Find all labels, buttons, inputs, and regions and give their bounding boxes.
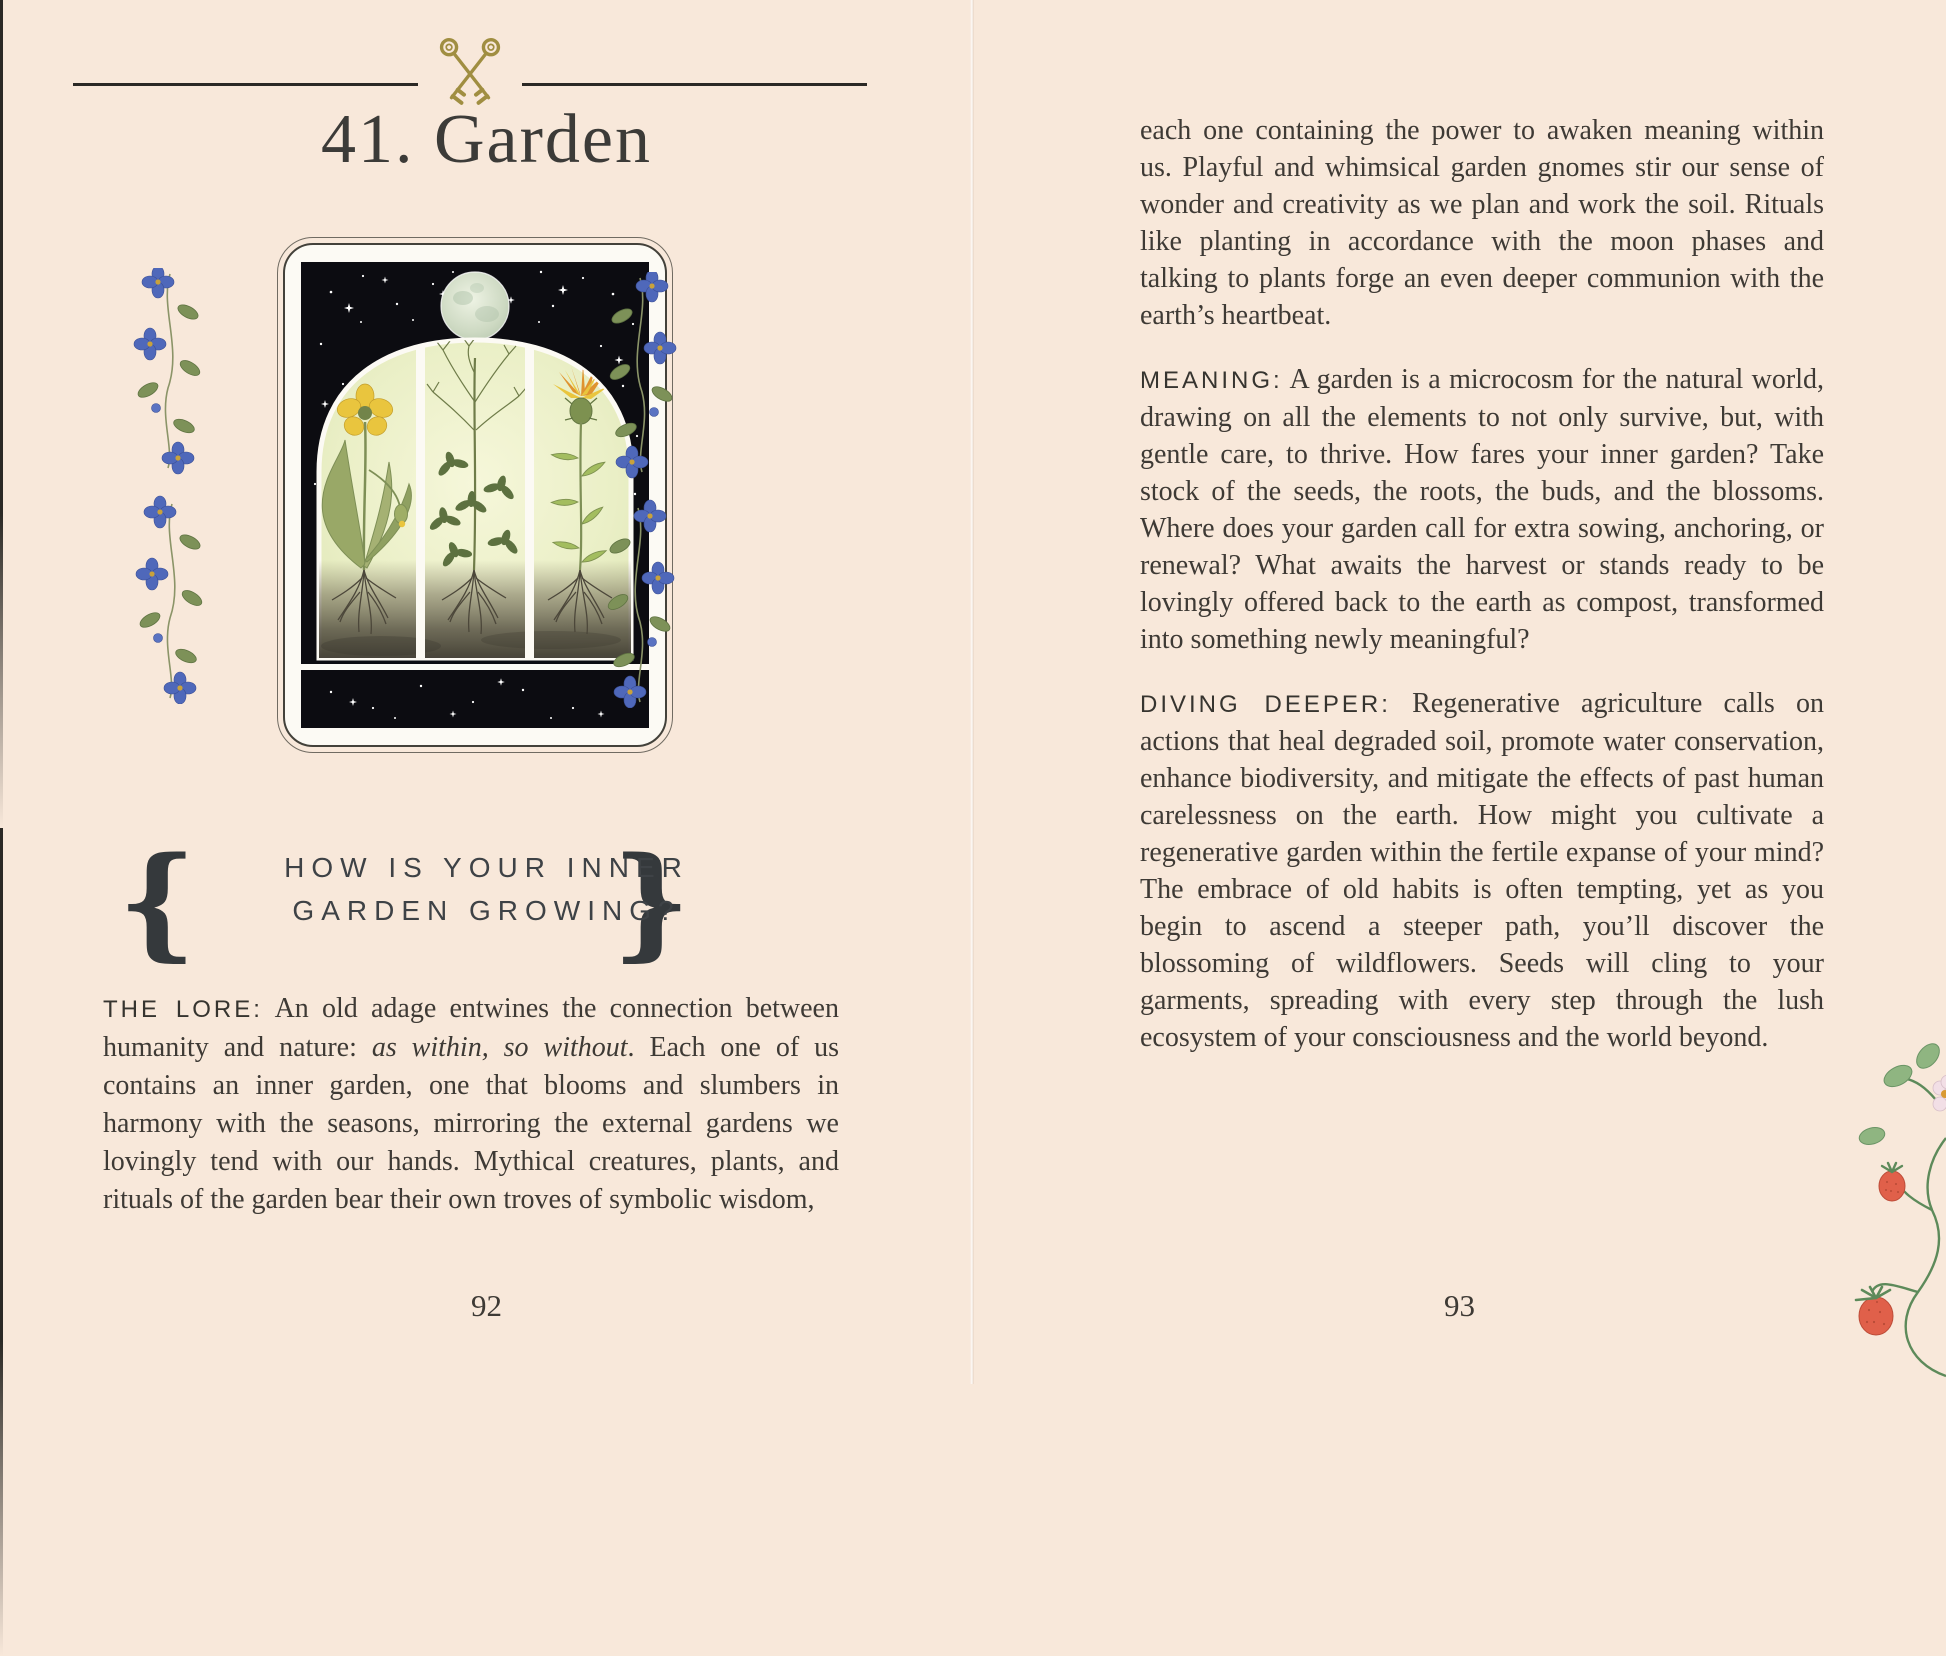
brace-left: { <box>118 829 197 973</box>
frame-right-line <box>0 828 3 1656</box>
meaning-paragraph <box>1140 361 1824 658</box>
strawberry-vine-icon <box>1836 1040 1946 1384</box>
flower-vine-right-icon <box>578 272 698 708</box>
diving-deeper-paragraph <box>1140 685 1824 1056</box>
lore-italic: as within, so without <box>371 1032 628 1063</box>
brace-right: } <box>612 829 691 973</box>
lore-paragraph <box>103 990 839 1219</box>
meaning-label: MEANING: <box>1140 367 1283 394</box>
flower-vine-left-icon <box>112 268 232 704</box>
question-line-2: GARDEN GROWING? <box>292 895 681 926</box>
frame-top-left-segment <box>73 83 418 86</box>
lore-text-2: . Each one of us contains an inner garden, one that blooms and slumbers in harmony with the seasons, mirroring the external gardens we lovingly tend with our hands. Mythical creatures, plants, and rituals of the garden bear their own troves of symbolic wisdom, <box>103 1032 840 1215</box>
left-page <box>0 0 973 1384</box>
strawberry-small <box>1879 1163 1905 1201</box>
diving-deeper-text: Regenerative agriculture calls on actions that heal degraded soil, promote water conservation, enhance biodiversity, and mitigate the effects of past human carelessness on the earth. How might you cultivate a regenerative garden within the fertile expanse of your mind? The embrace of old habits is often tempting, yet as you begin to ascend a steeper path, you’ll discover the blossoming of wildflowers. Seeds will cling to your garments, spreading with every step through the lush ecosystem of your consciousness and the world beyond. <box>1140 688 1824 1053</box>
strawberry-blossom <box>1933 1075 1946 1111</box>
card-question <box>0 846 973 932</box>
lore-text-1: An old adage entwines the connection between humanity and nature: <box>103 993 839 1063</box>
moon <box>441 272 509 340</box>
question-line-1: HOW IS YOUR INNER <box>284 852 689 883</box>
continuation-paragraph: each one containing the power to awaken meaning within us. Playful and whimsical garden gnomes stir our sense of wonder and creativity as we plan and work the soil. Rituals like planting in accordance with the moon phases and talking to plants forge an even deeper communion with the earth’s heartbeat. <box>1140 115 1824 331</box>
strawberry-large <box>1856 1287 1893 1335</box>
frame-top-right-segment <box>522 83 867 86</box>
right-page <box>973 0 1946 1384</box>
meaning-text: A garden is a microcosm for the natural world, drawing on all the elements to not only survive, but, with gentle care, to thrive. How fares your inner garden? Take stock of the seeds, the roots, the buds, and the blossoms. Where does your garden call for extra sowing, anchoring, or renewal? What awaits the harvest or stands ready to be lovingly offered back to the earth as compost, transformed into something newly meaningful? <box>1140 364 1824 655</box>
diving-deeper-label: DIVING DEEPER: <box>1140 691 1391 718</box>
lore-label: THE LORE: <box>103 996 263 1023</box>
page-number-right: 93 <box>1444 1288 1475 1323</box>
page-number-left: 92 <box>471 1288 502 1323</box>
right-page-text <box>1140 112 1824 1056</box>
page-title: 41. Garden <box>320 101 652 178</box>
